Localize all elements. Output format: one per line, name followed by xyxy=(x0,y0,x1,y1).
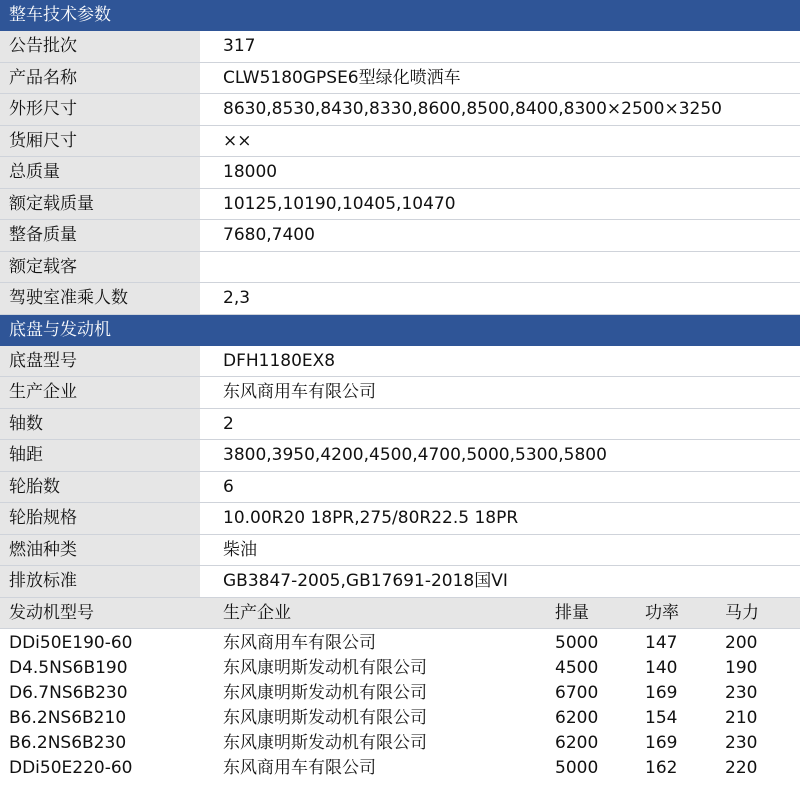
vehicle-params xyxy=(0,31,800,315)
engine-maker-cell: 东风康明斯发动机有限公司 xyxy=(223,732,427,753)
param-row xyxy=(0,377,800,409)
engine-model-cell: B6.2NS6B230 xyxy=(9,732,127,753)
horsepower-cell: 230 xyxy=(725,732,758,753)
param-row xyxy=(0,94,800,126)
param-row xyxy=(0,283,800,315)
engine-maker-cell: 东风康明斯发动机有限公司 xyxy=(223,657,427,678)
power-cell: 147 xyxy=(645,632,678,653)
param-label: 产品名称 xyxy=(0,63,200,94)
param-row xyxy=(0,535,800,567)
section-title-chassis-engine: 底盘与发动机 xyxy=(0,315,800,346)
col-header-maker: 生产企业 xyxy=(223,602,291,623)
engine-model-cell: DDi50E220-60 xyxy=(9,757,133,778)
param-label: 总质量 xyxy=(0,157,200,188)
param-row xyxy=(0,31,800,63)
engine-model-cell: D4.5NS6B190 xyxy=(9,657,128,678)
power-cell: 162 xyxy=(645,757,678,778)
table-row xyxy=(0,756,800,781)
param-row xyxy=(0,126,800,158)
param-value: 8630,8530,8430,8330,8600,8500,8400,8300×2500×3250 xyxy=(223,99,722,119)
engine-maker-cell: 东风康明斯发动机有限公司 xyxy=(223,682,427,703)
param-label: 额定载质量 xyxy=(0,189,200,220)
displacement-cell: 5000 xyxy=(555,632,599,653)
engine-maker-cell: 东风康明斯发动机有限公司 xyxy=(223,707,427,728)
table-row xyxy=(0,681,800,706)
param-label: 轮胎数 xyxy=(0,472,200,503)
horsepower-cell: 200 xyxy=(725,632,758,653)
engine-model-cell: DDi50E190-60 xyxy=(9,632,133,653)
param-value: 317 xyxy=(223,36,256,56)
param-value: 10125,10190,10405,10470 xyxy=(223,193,456,214)
engine-model-cell: D6.7NS6B230 xyxy=(9,682,128,703)
param-value: ×× xyxy=(223,130,252,151)
param-value: CLW5180GPSE6型绿化喷洒车 xyxy=(223,67,461,88)
param-value: 7680,7400 xyxy=(223,225,315,245)
horsepower-cell: 210 xyxy=(725,707,758,728)
section-title-vehicle: 整车技术参数 xyxy=(0,0,800,31)
param-row xyxy=(0,409,800,441)
param-label: 轮胎规格 xyxy=(0,503,200,534)
displacement-cell: 6200 xyxy=(555,732,599,753)
horsepower-cell: 230 xyxy=(725,682,758,703)
chassis-params xyxy=(0,346,800,598)
param-value: 6 xyxy=(223,476,234,497)
param-label: 轴数 xyxy=(0,409,200,440)
param-label: 燃油种类 xyxy=(0,535,200,566)
power-cell: 169 xyxy=(645,682,678,703)
horsepower-cell: 220 xyxy=(725,757,758,778)
col-header-model: 发动机型号 xyxy=(9,602,94,623)
table-row xyxy=(0,631,800,656)
param-row xyxy=(0,440,800,472)
engine-model-cell: B6.2NS6B210 xyxy=(9,707,127,728)
table-row xyxy=(0,656,800,681)
col-header-horsepower: 马力 xyxy=(725,602,759,623)
col-header-displacement: 排量 xyxy=(555,602,589,623)
displacement-cell: 6200 xyxy=(555,707,599,728)
param-label: 额定载客 xyxy=(0,252,200,283)
param-row xyxy=(0,252,800,284)
engine-table-header xyxy=(0,598,800,629)
param-value: 18000 xyxy=(223,162,278,182)
horsepower-cell: 190 xyxy=(725,657,758,678)
param-value: 东风商用车有限公司 xyxy=(223,382,376,402)
param-label: 排放标准 xyxy=(0,566,200,597)
param-value: 2 xyxy=(223,413,234,434)
param-value: DFH1180EX8 xyxy=(223,350,336,371)
table-row xyxy=(0,731,800,756)
param-value: 3800,3950,4200,4500,4700,5000,5300,5800 xyxy=(223,445,607,465)
param-value: GB3847-2005,GB17691-2018国VI xyxy=(223,571,508,591)
param-row xyxy=(0,346,800,378)
param-value xyxy=(200,252,800,283)
param-row xyxy=(0,189,800,221)
displacement-cell: 5000 xyxy=(555,757,599,778)
param-value: 10.00R20 18PR,275/80R22.5 18PR xyxy=(223,508,519,528)
displacement-cell: 4500 xyxy=(555,657,599,678)
table-row xyxy=(0,706,800,731)
displacement-cell: 6700 xyxy=(555,682,599,703)
param-row xyxy=(0,63,800,95)
param-label: 驾驶室准乘人数 xyxy=(0,283,200,314)
param-label: 公告批次 xyxy=(0,31,200,62)
engine-maker-cell: 东风商用车有限公司 xyxy=(223,757,376,778)
param-label: 货厢尺寸 xyxy=(0,126,200,157)
engine-table-body xyxy=(0,629,800,781)
col-header-power: 功率 xyxy=(645,602,679,623)
power-cell: 169 xyxy=(645,732,678,753)
param-label: 底盘型号 xyxy=(0,346,200,377)
param-label: 生产企业 xyxy=(0,377,200,408)
param-row xyxy=(0,566,800,598)
power-cell: 140 xyxy=(645,657,678,678)
param-row xyxy=(0,503,800,535)
engine-maker-cell: 东风商用车有限公司 xyxy=(223,632,376,653)
param-label: 外形尺寸 xyxy=(0,94,200,125)
param-row xyxy=(0,220,800,252)
power-cell: 154 xyxy=(645,707,678,728)
param-label: 轴距 xyxy=(0,440,200,471)
param-value: 柴油 xyxy=(223,539,257,560)
param-row xyxy=(0,472,800,504)
param-label: 整备质量 xyxy=(0,220,200,251)
param-value: 2,3 xyxy=(223,288,251,308)
param-row xyxy=(0,157,800,189)
